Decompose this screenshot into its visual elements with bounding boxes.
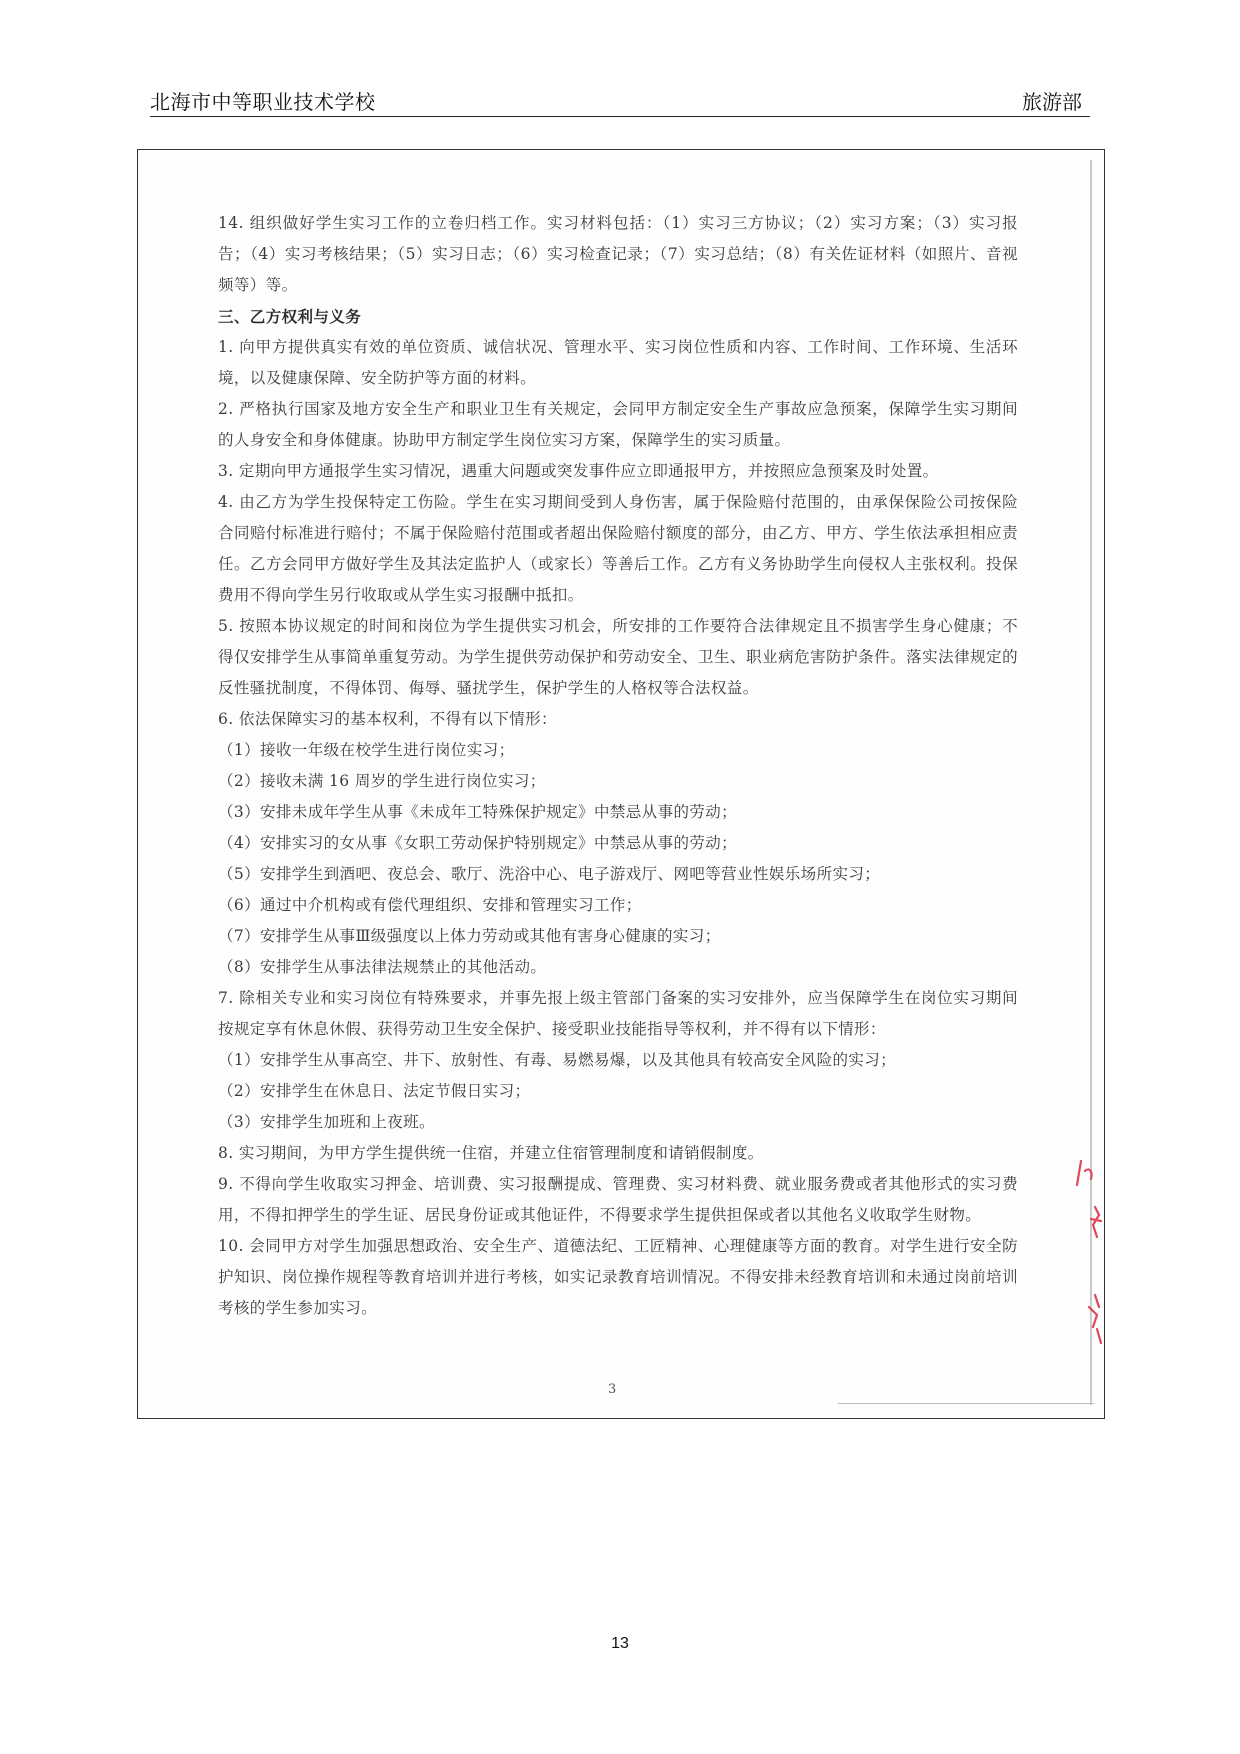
paragraph-3: 3. 定期向甲方通报学生实习情况，遇重大问题或突发事件应立即通报甲方，并按照应急预案及时处置。: [218, 462, 939, 480]
school-name: 北海市中等职业技术学校: [150, 90, 376, 114]
paragraph-4: 4. 由乙方为学生投保特定工伤险。学生在实习期间受到人身伤害，属于保险赔付范围的，由承保保险公司按保险合同赔付标准进行赔付；不属于保险赔付范围或者超出保险赔付额度的部分，由乙方、甲方、学生依法承担相应责任。乙方会同甲方做好学生及其法定监护人（或家长）等善后工作。乙方有义务协助学生向侵权人主张权利。投保费用不得向学生另行收取或从学生实习报酬中抵扣。: [218, 493, 1018, 604]
paragraph-7: 7. 除相关专业和实习岗位有特殊要求，并事先报上级主管部门备案的实习安排外，应当保障学生在岗位实习期间按规定享有休息休假、获得劳动卫生安全保护、接受职业技能指导等权利，并不得有以下情形：: [218, 989, 1018, 1038]
department-name: 旅游部: [1022, 90, 1082, 114]
list-item: （8）安排学生从事法律法规禁止的其他活动。: [218, 958, 547, 976]
document-body: [218, 208, 1018, 1324]
paragraph-5: 5. 按照本协议规定的时间和岗位为学生提供实习机会，所安排的工作要符合法律规定且不损害学生身心健康；不得仅安排学生从事简单重复劳动。为学生提供劳动保护和劳动安全、卫生、职业病危害防护条件。落实法律规定的反性骚扰制度，不得体罚、侮辱、骚扰学生，保护学生的人格权等合法权益。: [218, 617, 1018, 697]
paragraph-10: 10. 会同甲方对学生加强思想政治、安全生产、道德法纪、工匠精神、心理健康等方面的教育。对学生进行安全防护知识、岗位操作规程等教育培训并进行考核，如实记录教育培训情况。不得安排未经教育培训和未通过岗前培训考核的学生参加实习。: [218, 1237, 1018, 1317]
list-item: （3）安排未成年学生从事《未成年工特殊保护规定》中禁忌从事的劳动；: [218, 803, 738, 821]
paragraph-1: 1. 向甲方提供真实有效的单位资质、诚信状况、管理水平、实习岗位性质和内容、工作时间、工作环境、生活环境，以及健康保障、安全防护等方面的材料。: [218, 338, 1018, 387]
paragraph-14: 14. 组织做好学生实习工作的立卷归档工作。实习材料包括：（1）实习三方协议；（2）实习方案；（3）实习报告；（4）实习考核结果；（5）实习日志；（6）实习检查记录；（7）实习总结；（8）有关佐证材料（如照片、音视频等）等。: [218, 214, 1018, 294]
page-header: [150, 86, 1090, 117]
paragraph-8: 8. 实习期间，为甲方学生提供统一住宿，并建立住宿管理制度和请销假制度。: [218, 1144, 764, 1162]
list-item: （7）安排学生从事Ⅲ级强度以上体力劳动或其他有害身心健康的实习；: [218, 927, 721, 945]
page-number: 13: [611, 1635, 629, 1652]
list-item: （6）通过中介机构或有偿代理组织、安排和管理实习工作；: [218, 896, 642, 914]
list-item: （2）安排学生在休息日、法定节假日实习；: [218, 1082, 531, 1100]
list-item: （1）安排学生从事高空、井下、放射性、有毒、易燃易爆，以及其他具有较高安全风险的实习；: [218, 1051, 897, 1069]
scan-bottom-line: [838, 1403, 1094, 1404]
paragraph-6: 6. 依法保障实习的基本权利，不得有以下情形：: [218, 710, 557, 728]
list-item: （3）安排学生加班和上夜班。: [218, 1113, 435, 1131]
scanned-page-number: 3: [608, 1382, 617, 1397]
scanned-document: [137, 149, 1105, 1419]
seal-stamp-fragment: [1075, 1157, 1103, 1347]
section-heading: 三、乙方权利与义务: [218, 307, 362, 326]
list-item: （1）接收一年级在校学生进行岗位实习；: [218, 741, 515, 759]
paragraph-9: 9. 不得向学生收取实习押金、培训费、实习报酬提成、管理费、实习材料费、就业服务费或者其他形式的实习费用，不得扣押学生的学生证、居民身份证或其他证件，不得要求学生提供担保或者以其他名义收取学生财物。: [218, 1175, 1018, 1224]
paragraph-2: 2. 严格执行国家及地方安全生产和职业卫生有关规定，会同甲方制定安全生产事故应急预案，保障学生实习期间的人身安全和身体健康。协助甲方制定学生岗位实习方案，保障学生的实习质量。: [218, 400, 1018, 449]
list-item: （2）接收未满 16 周岁的学生进行岗位实习；: [218, 772, 546, 790]
list-item: （4）安排实习的女从事《女职工劳动保护特别规定》中禁忌从事的劳动；: [218, 834, 738, 852]
list-item: （5）安排学生到酒吧、夜总会、歌厅、洗浴中心、电子游戏厅、网吧等营业性娱乐场所实习；: [218, 865, 881, 883]
